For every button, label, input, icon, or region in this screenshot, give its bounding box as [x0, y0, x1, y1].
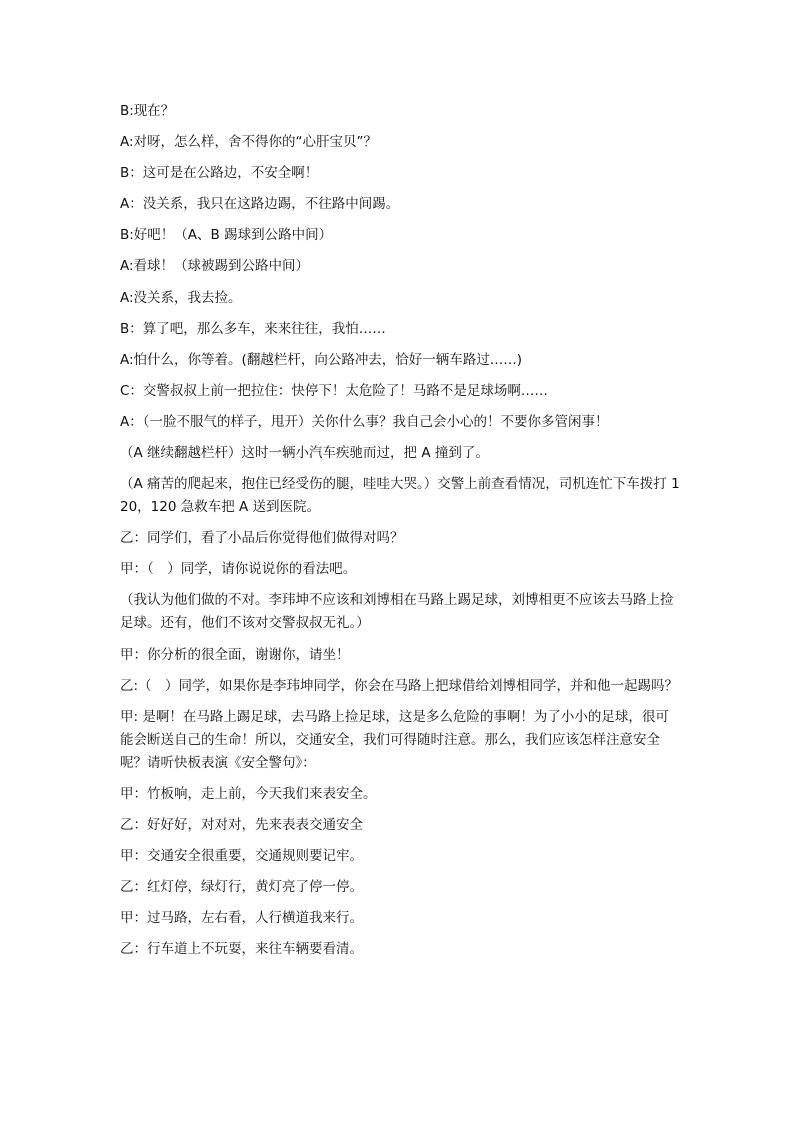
text-line: （A 继续翻越栏杆）这时一辆小汽车疾驰而过，把 A 撞到了。: [120, 445, 489, 462]
text-line: 甲：竹板响，走上前，今天我们来表安全。: [120, 785, 377, 802]
text-line: 甲：交通安全很重要，交通规则要记牢。: [120, 847, 363, 864]
text-line: 乙：同学们，看了小品后你觉得他们做得对吗？: [120, 530, 404, 547]
text-paragraph: 乙:（ ）同学，如果你是李玮坤同学，你会在马路上把球借给刘博相同学，并和他一起踢吗？: [120, 677, 679, 694]
text-line: B：算了吧，那么多车，来来往往，我怕……: [120, 320, 386, 337]
text-line: 甲：过马路，左右看，人行横道我来行。: [120, 910, 363, 927]
text-line: 乙：红灯停，绿灯行，黄灯亮了停一停。: [120, 879, 363, 896]
text-line: B:现在？: [120, 103, 175, 119]
text-line: A:对呀，怎么样，舍不得你的“心肝宝贝”？: [120, 134, 378, 151]
text-line: A:看球！（球被踢到公路中间）: [120, 258, 310, 275]
text-line: B：这可是在公路边，不安全啊！: [120, 165, 319, 182]
text-line: A:怕什么，你等着。(翻越栏杆，向公路冲去，恰好一辆车路过……): [120, 351, 523, 368]
text-line: 乙：行车道上不玩耍，来往车辆要看清。: [120, 941, 363, 958]
text-line: B:好吧！（A、B 踢球到公路中间）: [120, 227, 333, 244]
text-line: A:没关系，我去捡。: [120, 289, 242, 306]
text-line: 乙：好好好，对对对，先来表表交通安全: [120, 816, 363, 833]
text-line: A：没关系，我只在这路边踢，不往路中间踢。: [120, 196, 400, 213]
text-paragraph: （A 痛苦的爬起来，抱住已经受伤的腿，哇哇大哭。）交警上前查看情况，司机连忙下车拨打 120，120 急救车把 A 送到医院。: [120, 476, 680, 516]
text-line: 甲：（ ）同学，请你说说你的看法吧。: [120, 561, 357, 578]
text-line: A：（一脸不服气的样子，甩开）关你什么事？我自己会小心的！不要你多管闲事！: [120, 413, 609, 430]
text-line: 甲：你分析的很全面，谢谢你，请坐！: [120, 646, 350, 663]
document-body: [120, 100, 680, 969]
text-paragraph: （我认为他们做的不对。李玮坤不应该和刘博相在马路上踢足球，刘博相更不应该去马路上捡足球。还有，他们不该对交警叔叔无礼。）: [120, 592, 674, 632]
text-paragraph: 甲: 是啊！在马路上踢足球，去马路上捡足球，这是多么危险的事啊！为了小小的足球，很可能会断送自己的生命！所以，交通安全，我们可得随时注意。那么，我们应该怎样注意安全呢？请听快板表演《安全警句》：: [120, 708, 669, 771]
text-line: C：交警叔叔上前一把拉住：快停下！太危险了！马路不是足球场啊……: [120, 382, 548, 399]
